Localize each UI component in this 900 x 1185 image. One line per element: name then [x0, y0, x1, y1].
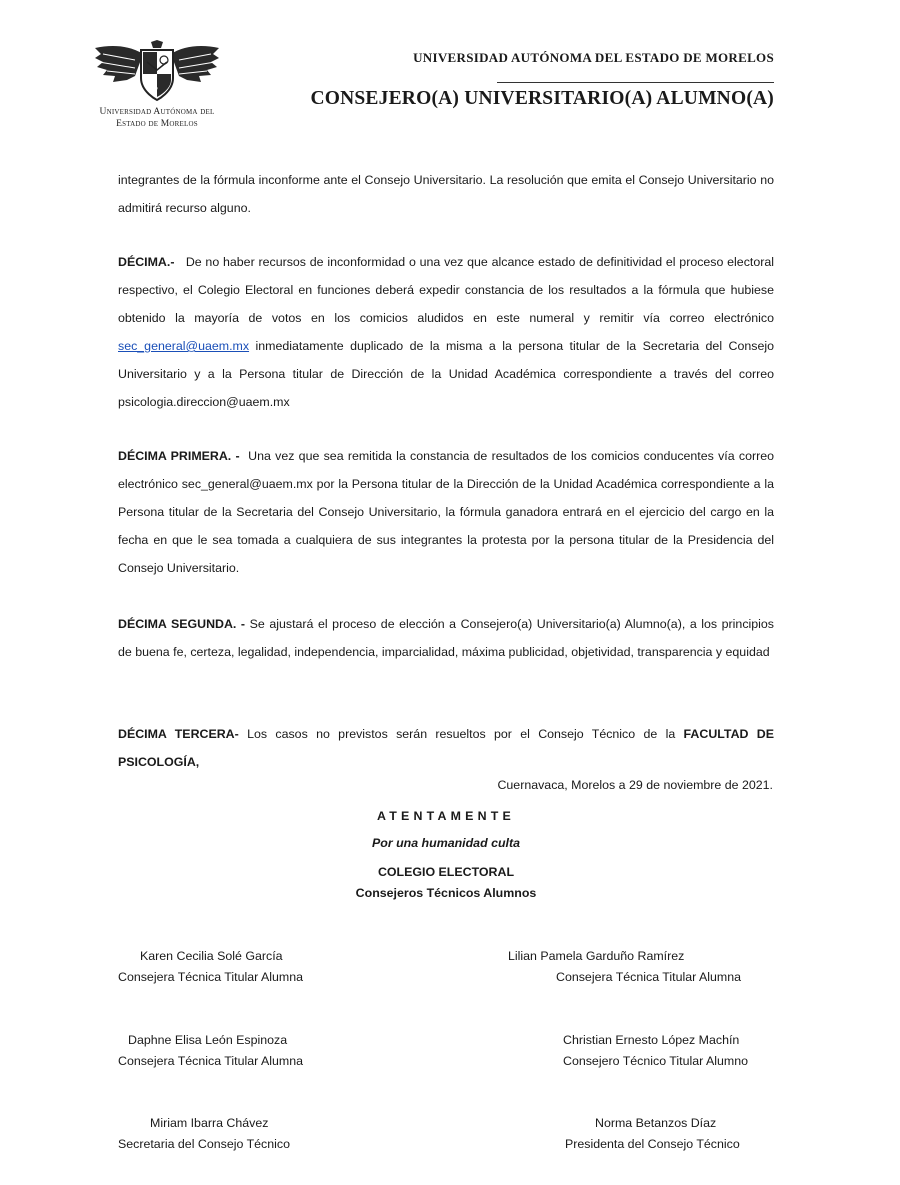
signatory-role: Consejera Técnica Titular Alumna	[118, 1054, 304, 1068]
closing-atentamente: ATENTAMENTE	[377, 809, 515, 823]
clause-decima	[118, 248, 774, 416]
signature-block	[118, 1113, 290, 1155]
university-logo	[88, 40, 226, 136]
signatory-role: Consejera Técnica Titular Alumna	[556, 970, 742, 984]
clause-text: Una vez que sea remitida la constancia de resultados de los comicios conducentes vía correo electrónico sec_general@uaem.mx por la Persona titular de la Dirección de la Unidad Académica correspondiente a la Persona titular de la Secretaria del Consejo Universitario, la fórmula ganadora entrará en el ejercicio del cargo en la fecha en que le sea tomada a cualquiera de sus integrantes la protesta por la persona titular de la Presidencia del Consejo Universitario.	[118, 449, 774, 575]
signature-block	[118, 1030, 303, 1072]
clause-label: DÉCIMA PRIMERA. -	[118, 449, 240, 463]
paragraph-continuation: integrantes de la fórmula inconforme ante el Consejo Universitario. La resolución que emita el Consejo Universitario no admitirá recurso alguno.	[118, 173, 774, 215]
clause-label: DÉCIMA.-	[118, 255, 175, 269]
email-link[interactable]: sec_general@uaem.mx	[118, 339, 250, 353]
logo-caption	[88, 106, 226, 130]
signatory-name: Daphne Elisa León Espinoza	[128, 1033, 288, 1047]
university-name: UNIVERSIDAD AUTÓNOMA DEL ESTADO DE MORELOS	[413, 50, 774, 65]
clause-text-continued: inmediatamente duplicado de la misma a la persona titular de la Secretaria del Consejo Universitario y a la Persona titular de Dirección de la Unidad Académica correspondiente a través del correo psicologia.direccion@uaem.mx	[118, 339, 774, 409]
logo-caption-line2: Estado de Morelos	[116, 119, 198, 129]
logo-caption-line1: Universidad Autónoma del	[99, 107, 215, 117]
clause-decima-segunda	[118, 610, 774, 666]
signatory-name: Lilian Pamela Garduño Ramírez	[508, 949, 685, 963]
clause-decima-tercera	[118, 720, 774, 776]
clause-label: DÉCIMA TERCERA-	[118, 727, 239, 741]
closing-consejeros: Consejeros Técnicos Alumnos	[355, 886, 537, 900]
header-divider	[497, 82, 774, 83]
signatory-name: Norma Betanzos Díaz	[595, 1116, 717, 1130]
university-seal-icon	[91, 40, 223, 104]
closing-colegio: COLEGIO ELECTORAL	[377, 865, 515, 879]
signatory-role: Consejera Técnica Titular Alumna	[118, 970, 304, 984]
signatory-role: Consejero Técnico Titular Alumno	[563, 1054, 749, 1068]
clause-label: DÉCIMA SEGUNDA. -	[118, 617, 246, 631]
signature-block	[118, 946, 303, 988]
signature-block	[565, 1113, 740, 1155]
document-title: CONSEJERO(A) UNIVERSITARIO(A) ALUMNO(A)	[310, 88, 774, 109]
signature-block	[563, 1030, 748, 1072]
faculty-name: FACULTAD DE PSICOLOGÍA,	[118, 727, 775, 769]
closing-motto: Por una humanidad culta	[371, 836, 521, 850]
signatory-role: Presidenta del Consejo Técnico	[565, 1137, 740, 1151]
signatory-name: Miriam Ibarra Chávez	[150, 1116, 269, 1130]
signatory-role: Secretaria del Consejo Técnico	[118, 1137, 290, 1151]
clause-text: Se ajustará el proceso de elección a Consejero(a) Universitario(a) Alumno(a), a los principios de buena fe, certeza, legalidad, independencia, imparcialidad, máxima publicidad, objetividad, transparencia y equidad	[118, 617, 774, 659]
signatory-name: Karen Cecilia Solé García	[140, 949, 283, 963]
clause-text: Los casos no previstos serán resueltos por el Consejo Técnico de la	[247, 727, 676, 741]
clause-decima-primera	[118, 442, 774, 582]
place-date: Cuernavaca, Morelos a 29 de noviembre de 2021.	[497, 778, 773, 792]
signatory-name: Christian Ernesto López Machín	[563, 1033, 740, 1047]
signature-block	[508, 946, 741, 988]
clause-text: De no haber recursos de inconformidad o una vez que alcance estado de definitividad el proceso electoral respectivo, el Colegio Electoral en funciones deberá expedir constancia de los resultados a la fórmula que hubiese obtenido la mayoría de votos en los comicios aludidos en este numeral y remitir vía correo electrónico	[118, 255, 774, 325]
